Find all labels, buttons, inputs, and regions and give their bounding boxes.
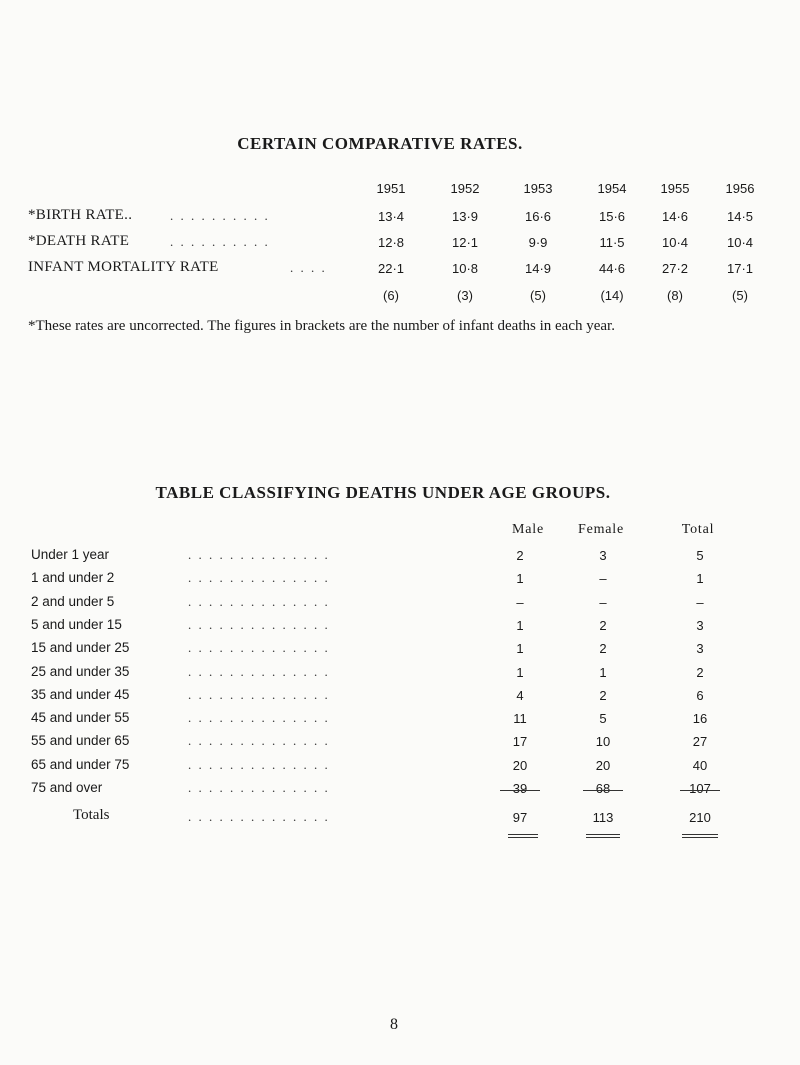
rate-value: 12·1	[451, 235, 479, 250]
female-header	[561, 522, 641, 538]
infant-deaths-count: (5)	[530, 288, 546, 303]
age-group-label: 35 and under 45	[31, 687, 130, 702]
male-count: –	[516, 595, 524, 610]
infant-deaths-count: (14)	[600, 288, 624, 303]
rate-value: 13·4	[377, 209, 405, 224]
rates-footnote: *These rates are uncorrected. The figures in brackets are the number of infant deaths in each year.	[28, 318, 615, 334]
dot-leader: . . . . . . . . . . . . . .	[188, 780, 330, 795]
male-count: 1	[516, 641, 524, 656]
year-header: 1955	[660, 181, 690, 196]
age-group-label: 25 and under 35	[31, 664, 130, 679]
rate-value: 9·9	[528, 235, 548, 250]
rate-value: 12·8	[377, 235, 405, 250]
subtotal-rule	[500, 790, 540, 791]
female-count: –	[599, 571, 607, 586]
age-group-label: 65 and under 75	[31, 757, 130, 772]
age-group-label: 1 and under 2	[31, 570, 115, 585]
totals-label: Totals	[73, 807, 110, 823]
total-double-rule	[586, 834, 620, 838]
total-male: 97	[512, 810, 528, 825]
rate-value: 10·4	[661, 235, 689, 250]
female-count: 5	[599, 711, 607, 726]
age-group-label: 5 and under 15	[31, 617, 122, 632]
male-count: 1	[516, 618, 524, 633]
total-female: 113	[592, 810, 614, 825]
year-header: 1956	[725, 181, 755, 196]
total-count: 16	[692, 711, 708, 726]
rate-value: 22·1	[377, 261, 405, 276]
age-group-label: Under 1 year	[31, 547, 110, 562]
male-count: 11	[513, 711, 527, 726]
female-count: 1	[599, 665, 607, 680]
age-group-label: 45 and under 55	[31, 710, 130, 725]
dot-leader: . . . . . . . . . . . . . .	[188, 640, 330, 655]
total-count: 5	[696, 548, 704, 563]
dot-leader: . . . . . . . . . .	[170, 208, 270, 223]
rate-value: 27·2	[661, 261, 689, 276]
year-header: 1951	[376, 181, 406, 196]
rate-label: *BIRTH RATE..	[28, 207, 133, 223]
age-group-label: 55 and under 65	[31, 733, 130, 748]
male-count: 1	[516, 571, 524, 586]
age-table-title: TABLE CLASSIFYING DEATHS UNDER AGE GROUPS.	[155, 483, 611, 502]
rate-value: 13·9	[451, 209, 479, 224]
dot-leader: . . . . . . . . . . . . . .	[188, 710, 330, 725]
male-header-text: Male	[512, 522, 544, 537]
dot-leader: . . . . . . . . . . . . . .	[188, 733, 330, 748]
age-group-label: 75 and over	[31, 780, 103, 795]
female-count: 2	[599, 618, 607, 633]
rate-label: *DEATH RATE	[28, 233, 130, 249]
dot-leader: . . . . . . . . . .	[170, 234, 270, 249]
rate-value: 14·6	[661, 209, 689, 224]
total-double-rule	[508, 834, 538, 838]
age-group-label: 15 and under 25	[31, 640, 130, 655]
dot-leader: . . . .	[290, 260, 327, 275]
rate-value: 16·6	[524, 209, 552, 224]
total-total: 210	[689, 810, 711, 825]
dot-leader: . . . . . . . . . . . . . .	[188, 757, 330, 772]
rate-value: 17·1	[726, 261, 754, 276]
dot-leader: . . . . . . . . . . . . . .	[188, 809, 330, 824]
dot-leader: . . . . . . . . . . . . . .	[188, 687, 330, 702]
female-count: 3	[599, 548, 607, 563]
male-count: 20	[512, 758, 528, 773]
year-header: 1952	[450, 181, 480, 196]
rate-value: 14·9	[524, 261, 552, 276]
rate-value: 15·6	[598, 209, 626, 224]
male-count: 1	[516, 665, 524, 680]
total-count: 6	[696, 688, 704, 703]
total-double-rule	[682, 834, 718, 838]
dot-leader: . . . . . . . . . . . . . .	[188, 594, 330, 609]
total-count: 3	[696, 641, 704, 656]
rates-title: CERTAIN COMPARATIVE RATES.	[237, 134, 523, 153]
year-header: 1953	[523, 181, 553, 196]
male-count: 4	[516, 688, 524, 703]
total-count: 27	[692, 734, 708, 749]
female-count: 20	[595, 758, 611, 773]
total-count: 3	[696, 618, 704, 633]
total-count: 40	[692, 758, 708, 773]
year-header: 1954	[597, 181, 627, 196]
female-count: 10	[595, 734, 611, 749]
male-header	[488, 522, 568, 538]
rate-value: 14·5	[726, 209, 754, 224]
total-count: –	[696, 595, 704, 610]
rate-value: 11·5	[599, 235, 625, 250]
total-count: 2	[696, 665, 704, 680]
infant-deaths-count: (6)	[383, 288, 399, 303]
male-count: 17	[512, 734, 528, 749]
dot-leader: . . . . . . . . . . . . . .	[188, 547, 330, 562]
male-count: 39	[512, 781, 528, 796]
dot-leader: . . . . . . . . . . . . . .	[188, 664, 330, 679]
female-count: 2	[599, 688, 607, 703]
dot-leader: . . . . . . . . . . . . . .	[188, 570, 330, 585]
page-number: 8	[390, 1016, 398, 1033]
infant-deaths-count: (3)	[457, 288, 473, 303]
total-count: 1	[696, 571, 704, 586]
infant-deaths-count: (5)	[732, 288, 748, 303]
total-count: 107	[689, 781, 711, 796]
dot-leader: . . . . . . . . . . . . . .	[188, 617, 330, 632]
rate-value: 44·6	[598, 261, 626, 276]
female-header-text: Female	[577, 522, 624, 537]
male-count: 2	[516, 548, 524, 563]
rate-value: 10·8	[451, 261, 479, 276]
female-count: –	[599, 595, 607, 610]
total-header-text: Total	[681, 522, 715, 537]
subtotal-rule	[680, 790, 720, 791]
female-count: 68	[595, 781, 611, 796]
rate-value: 10·4	[726, 235, 754, 250]
female-count: 2	[599, 641, 607, 656]
infant-deaths-count: (8)	[667, 288, 683, 303]
age-group-label: 2 and under 5	[31, 594, 115, 609]
rate-label: INFANT MORTALITY RATE	[28, 259, 219, 275]
subtotal-rule	[583, 790, 623, 791]
total-header	[658, 522, 738, 538]
